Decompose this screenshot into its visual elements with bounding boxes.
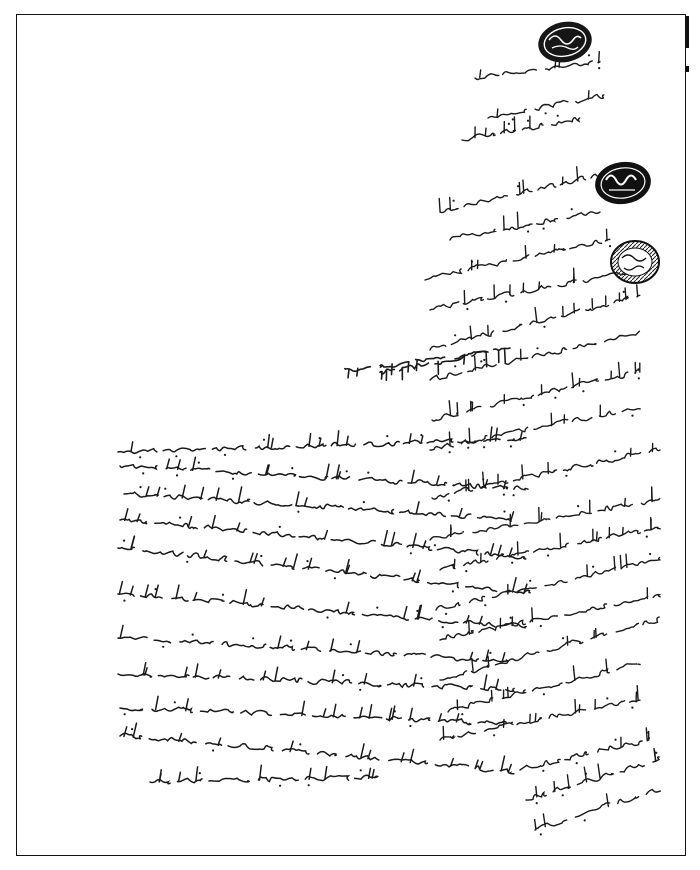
margin-line [450,208,600,240]
heading-segment [345,351,485,377]
body-line [118,582,526,629]
margin-line [432,443,660,501]
margin-line [526,749,659,805]
seal-top [534,17,595,67]
seal-middle [592,158,653,207]
body-line [118,536,530,593]
body-line [118,625,508,661]
body-line [120,723,514,774]
seal-lower [611,241,659,283]
margin-line [440,617,659,680]
margin-line [430,487,660,546]
margin-line [440,686,640,740]
margin-line [436,553,660,615]
margin-line [439,167,600,213]
body-line [150,765,377,787]
margin-line [440,588,660,640]
margin-line [488,91,604,121]
margin-line [535,790,661,836]
body-line [124,485,514,521]
margin-line [430,405,640,453]
margin-line [462,115,580,141]
body-line [120,457,528,496]
body-line [118,427,526,458]
